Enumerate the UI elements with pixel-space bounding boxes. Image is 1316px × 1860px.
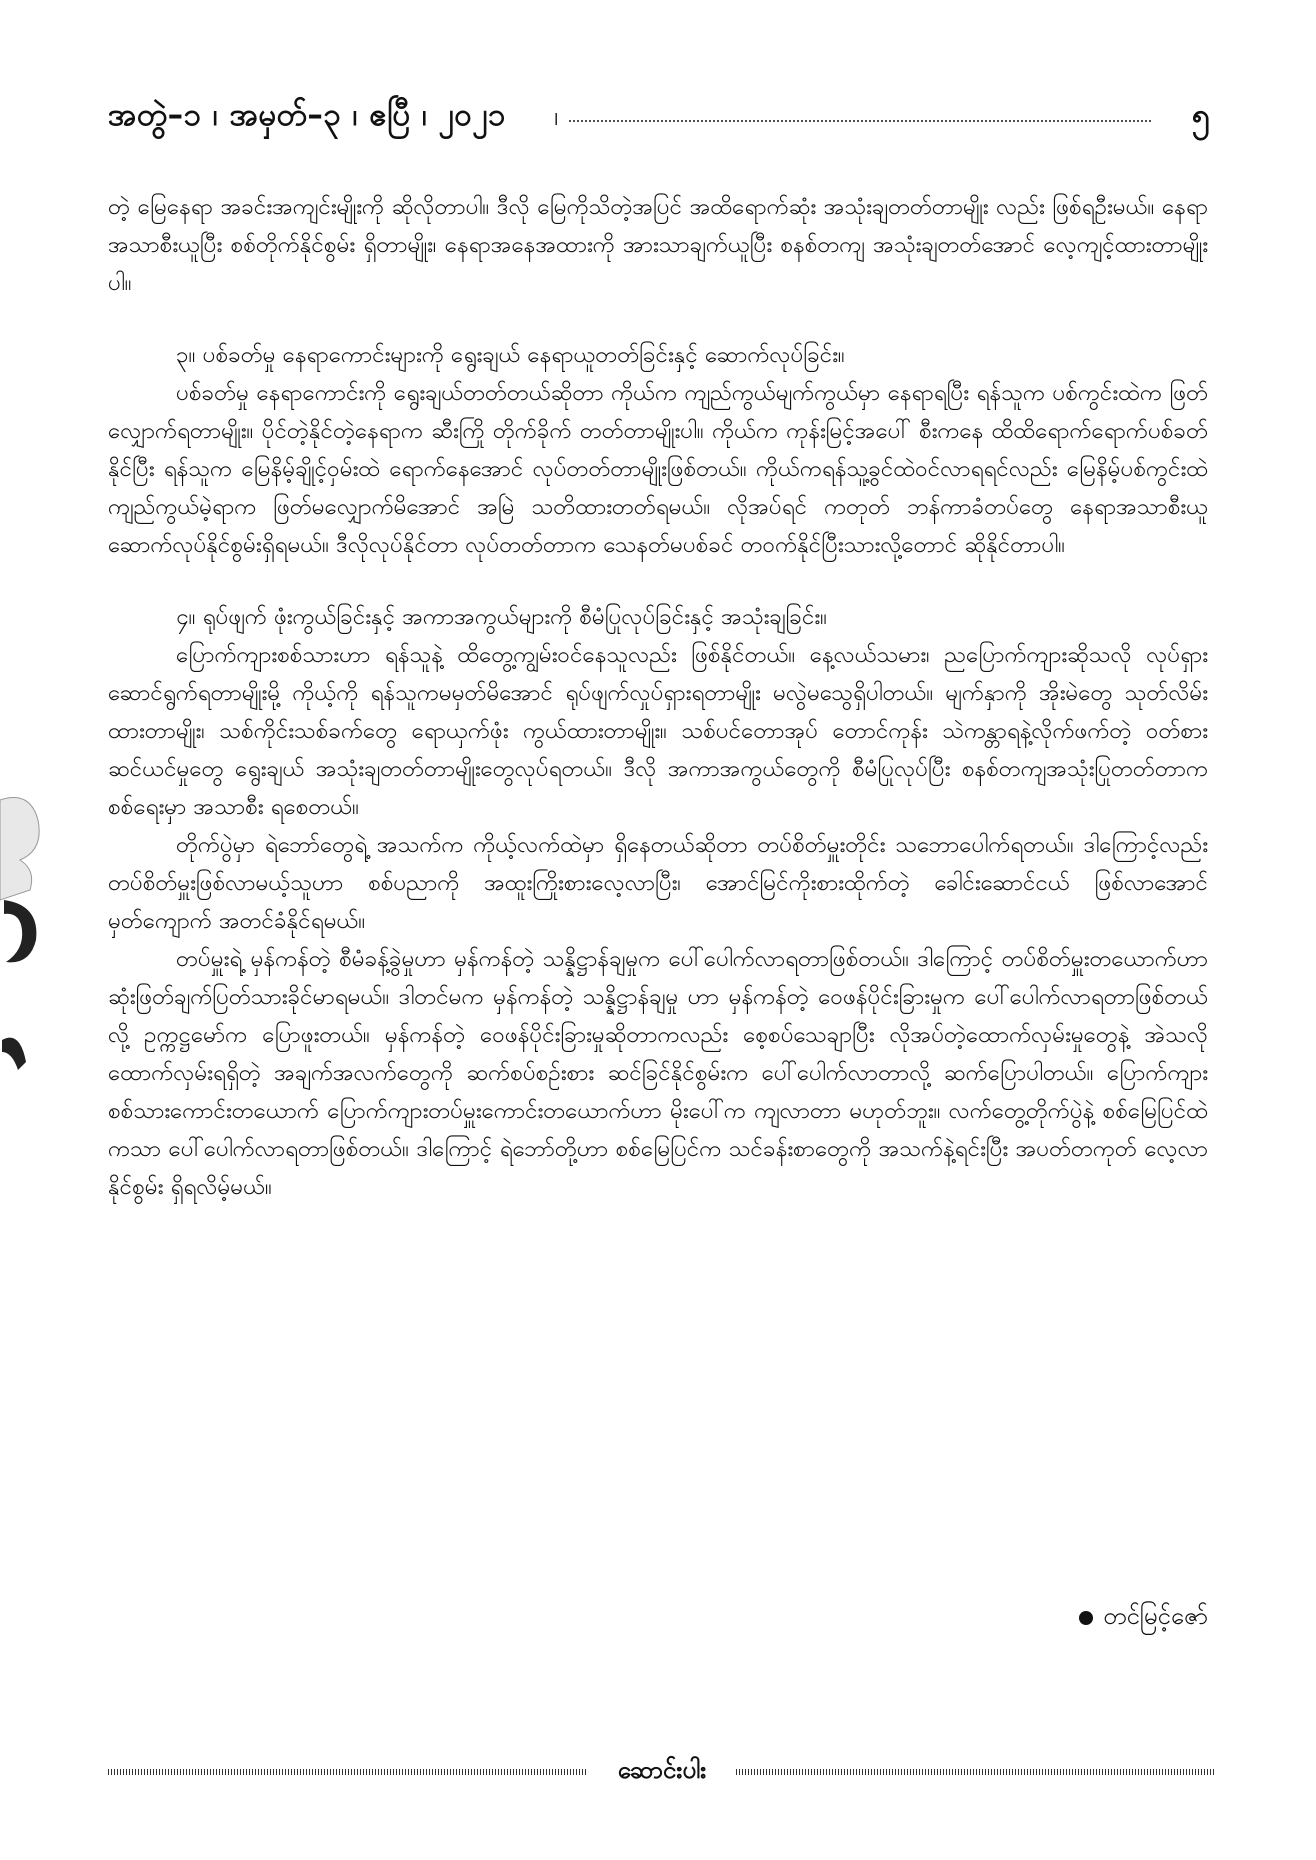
article-body: [108, 188, 1208, 1206]
author-name: တင်မြင့်ဇော်: [1103, 1602, 1208, 1630]
footer-rule-left: [108, 1769, 588, 1775]
paragraph-section-4b: တိုက်ပွဲမှာ ရဲဘော်တွေရဲ့ အသက်က ကိုယ့်လက်ထဲမှာ ရှိနေတယ်ဆိုတာ တပ်စိတ်မှူးတိုင်း သဘောပေါက်ရတယ်။ ဒါကြောင့်လည်း တပ်စိတ်မှူးဖြစ်လာမယ့်သူဟာ စစ်ပညာကို အထူးကြိုးစားလေ့လာပြီး၊ အောင်မြင်ကိုးစားထိုက်တဲ့ ခေါင်းဆောင်ငယ် ဖြစ်လာအောင် မှတ်ကျောက် အတင်ခံနိုင်ရမယ်။: [108, 832, 1208, 934]
paragraph-section-3: ပစ်ခတ်မှု နေရာကောင်းကို ရွေးချယ်တတ်တယ်ဆိုတာ ကိုယ်က ကျည်ကွယ်မျက်ကွယ်မှာ နေရာရပြီး ရန်သူက ပစ်ကွင်းထဲက ဖြတ်လျှောက်ရတာမျိုး။ ပိုင်တဲ့နိုင်တဲ့နေရာက ဆီးကြို တိုက်ခိုက် တတ်တာမျိုးပါ။ ကိုယ်က ကုန်းမြင့်အပေါ် စီးကနေ ထိထိရောက်ရောက်ပစ်ခတ်နိုင်ပြီး ရန်သူက မြေနိမ့်ချိုင့်ဝှမ်းထဲ ရောက်နေအောင် လုပ်တတ်တာမျိုးဖြစ်တယ်။ ကိုယ်ကရန်သူ့ခွင်ထဲဝင်လာရရင်လည်း မြေနိမ့်ပစ်ကွင်းထဲ ကျည်ကွယ်မဲ့ရာက ဖြတ်မလျှောက်မိအောင် အမြဲ သတိထားတတ်ရမယ်။ လိုအပ်ရင် ကတုတ် ဘန်ကာခံတပ်တွေ နေရာအသာစီးယူ ဆောက်လုပ်နိုင်စွမ်းရှိရမယ်။ ဒီလိုလုပ်နိုင်တာ လုပ်တတ်တာက သေနတ်မပစ်ခင် တဝက်နိုင်ပြီးသားလို့တောင် ဆိုနိုင်တာပါ။: [108, 380, 1208, 558]
page-header: [108, 96, 1216, 140]
footer-rule-right: [736, 1769, 1216, 1775]
bullet-icon: [1079, 1611, 1093, 1625]
paragraph-intro: တဲ့ မြေနေရာ အခင်းအကျင်းမျိုးကို ဆိုလိုတာပါ။ ဒီလို မြေကိုသိတဲ့အပြင် အထိရောက်ဆုံး အသုံးချတတ်တာမျိုး လည်း ဖြစ်ရဦးမယ်။ နေရာအသာစီးယူပြီး စစ်တိုက်နိုင်စွမ်း ရှိတာမျိုး၊ နေရာအနေအထားကို အားသာချက်ယူပြီး စနစ်တကျ အသုံးချတတ်အောင် လေ့ကျင့်ထားတာမျိုးပါ။: [108, 194, 1208, 296]
section-label: ဆောင်းပါး: [617, 1756, 707, 1784]
paragraph-section-4c: တပ်မှူးရဲ့ မှန်ကန်တဲ့ စီမံခန့်ခွဲမှုဟာ မှန်ကန်တဲ့ သန္နိဋ္ဌာန်ချမှုက ပေါ်ပေါက်လာရတာဖြစ်တယ်။ ဒါကြောင့် တပ်စိတ်မှူးတယောက်ဟာ ဆုံးဖြတ်ချက်ပြတ်သားခိုင်မာရမယ်။ ဒါတင်မက မှန်ကန်တဲ့ သန္နိဋ္ဌာန်ချမှု ဟာ မှန်ကန်တဲ့ ဝေဖန်ပိုင်းခြားမှုက ပေါ်ပေါက်လာရတာဖြစ်တယ်လို့ ဥက္ကဋ္ဌမော်က ပြောဖူးတယ်။ မှန်ကန်တဲ့ ဝေဖန်ပိုင်းခြားမှုဆိုတာကလည်း စေ့စပ်သေချာပြီး လိုအပ်တဲ့ထောက်လှမ်းမှုတွေနဲ့ အဲသလို ထောက်လှမ်းရရှိတဲ့ အချက်အလက်တွေကို ဆက်စပ်စဉ်းစား ဆင်ခြင်နိုင်စွမ်းက ပေါ်ပေါက်လာတာလို့ ဆက်ပြောပါတယ်။ ပြောက်ကျား စစ်သားကောင်းတယောက် ပြောက်ကျားတပ်မှူးကောင်းတယောက်ဟာ မိုးပေါ်က ကျလာတာ မဟုတ်ဘူး။ လက်တွေ့တိုက်ပွဲနဲ့ စစ်မြေပြင်ထဲကသာ ပေါ်ပေါက်လာရတာဖြစ်တယ်။ ဒါကြောင့် ရဲဘော်တို့ဟာ စစ်မြေပြင်က သင်ခန်းစာတွေကို အသက်နဲ့ရင်းပြီး အပတ်တကုတ် လေ့လာနိုင်စွမ်း ရှိရလိမ့်မယ်။: [108, 946, 1208, 1200]
section-heading-4: ၄။ ရုပ်ဖျက် ဖုံးကွယ်ခြင်းနှင့် အကာအကွယ်များကို စီမံပြုလုပ်ခြင်းနှင့် အသုံးချခြင်း။: [176, 604, 827, 630]
section-heading-3: ၃။ ပစ်ခတ်မှု နေရာကောင်းများကို ရွေးချယ် နေရာယူတတ်ခြင်းနှင့် ဆောက်လုပ်ခြင်း။: [176, 342, 845, 368]
margin-decoration-icon: [0, 790, 44, 1090]
page-footer: [108, 1752, 1216, 1792]
author-signature: [1079, 1600, 1208, 1636]
paragraph-section-4a: ပြောက်ကျားစစ်သားဟာ ရန်သူနဲ့ ထိတွေ့ကျွမ်းဝင်နေသူလည်း ဖြစ်နိုင်တယ်။ နေ့လယ်သမား၊ ညပြောက်ကျားဆိုသလို လုပ်ရှားဆောင်ရွက်ရတာမျိုးမို့ ကိုယ့်ကို ရန်သူကမမှတ်မိအောင် ရုပ်ဖျက်လှုပ်ရှားရတာမျိုး မလွဲမသွေရှိပါတယ်။ မျက်နှာကို အိုးမဲတွေ သုတ်လိမ်းထားတာမျိုး၊ သစ်ကိုင်းသစ်ခက်တွေ ရောယှက်ဖုံး ကွယ်ထားတာမျိုး။ သစ်ပင်တောအုပ် တောင်ကုန်း သဲကန္တာရနဲ့လိုက်ဖက်တဲ့ ဝတ်စားဆင်ယင်မှုတွေ ရွေးချယ် အသုံးချတတ်တာမျိုးတွေလုပ်ရတယ်။ ဒီလို အကာအကွယ်တွေကို စီမံပြုလုပ်ပြီး စနစ်တကျအသုံးပြုတတ်တာက စစ်ရေးမှာ အသာစီး ရစေတယ်။: [108, 642, 1208, 820]
header-dotted-rule: [568, 120, 1152, 122]
header-separator: ၊: [554, 99, 559, 132]
page-number: ၅: [1192, 96, 1210, 134]
issue-title: အတွဲ–၁ ၊ အမှတ်–၃ ၊ ဧပြီ ၊ ၂၀၂၁: [108, 97, 506, 133]
